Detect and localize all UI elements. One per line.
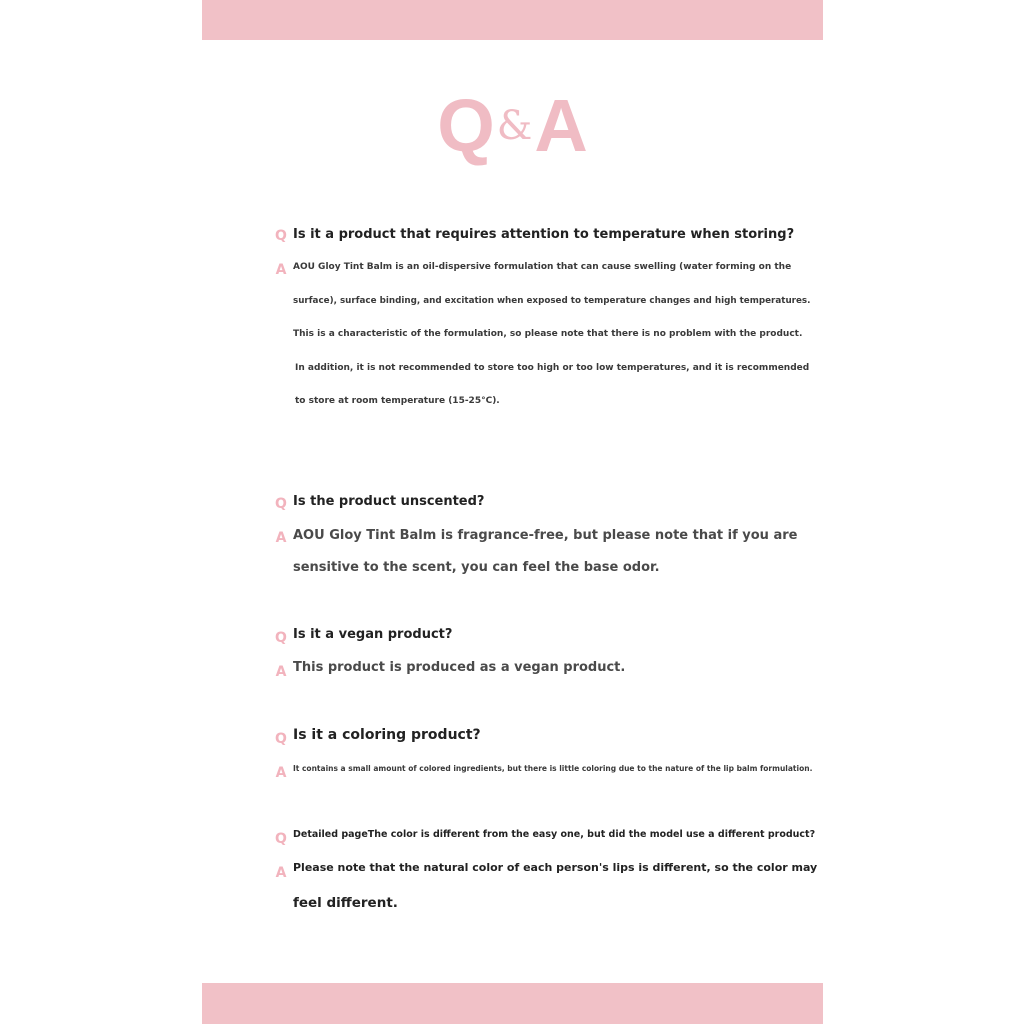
answer-marker-icon: A (275, 530, 287, 546)
qa-heading-q: Q (437, 84, 495, 167)
qa-heading-a: A (534, 84, 588, 167)
faq-answer-line: sensitive to the scent, you can feel the base odor. (293, 560, 660, 575)
faq-answer-line: to store at room temperature (15-25°C). (295, 396, 500, 406)
faq-question: Is it a coloring product? (293, 727, 481, 743)
faq-question: Is the product unscented? (293, 494, 485, 509)
faq-answer-line: This is a characteristic of the formulation, so please note that there is no problem with the product. (293, 329, 803, 339)
faq-answer-line: Please note that the natural color of each person's lips is different, so the color may (293, 861, 818, 874)
question-marker-icon: Q (275, 630, 287, 646)
faq-answer-line: AOU Gloy Tint Balm is fragrance-free, but please note that if you are (293, 528, 798, 543)
answer-marker-icon: A (275, 865, 287, 881)
faq-answer-line: It contains a small amount of colored ingredients, but there is little coloring due to the nature of the lip balm formulation. (293, 764, 813, 773)
faq-question: Is it a vegan product? (293, 627, 453, 642)
question-marker-icon: Q (275, 731, 287, 747)
qa-page (202, 0, 823, 1024)
qa-heading (202, 86, 823, 166)
answer-marker-icon: A (275, 664, 287, 680)
question-marker-icon: Q (275, 496, 287, 512)
faq-answer-line: AOU Gloy Tint Balm is an oil-dispersive formulation that can cause swelling (water forming on the (293, 262, 792, 272)
top-banner (202, 0, 823, 40)
question-marker-icon: Q (275, 831, 287, 847)
faq-answer-line: surface), surface binding, and excitation when exposed to temperature changes and high temperatures. (293, 296, 811, 306)
answer-marker-icon: A (275, 765, 287, 781)
faq-question: Detailed pageThe color is different from the easy one, but did the model use a different product? (293, 829, 816, 840)
faq-answer-line: In addition, it is not recommended to store too high or too low temperatures, and it is recommended (295, 363, 810, 373)
qa-heading-ampersand: & (496, 103, 533, 149)
faq-question: Is it a product that requires attention to temperature when storing? (293, 227, 795, 242)
answer-marker-icon: A (275, 262, 287, 278)
bottom-banner (202, 983, 823, 1024)
faq-answer-line: feel different. (293, 895, 398, 911)
question-marker-icon: Q (275, 228, 287, 244)
faq-answer-line: This product is produced as a vegan product. (293, 660, 626, 675)
